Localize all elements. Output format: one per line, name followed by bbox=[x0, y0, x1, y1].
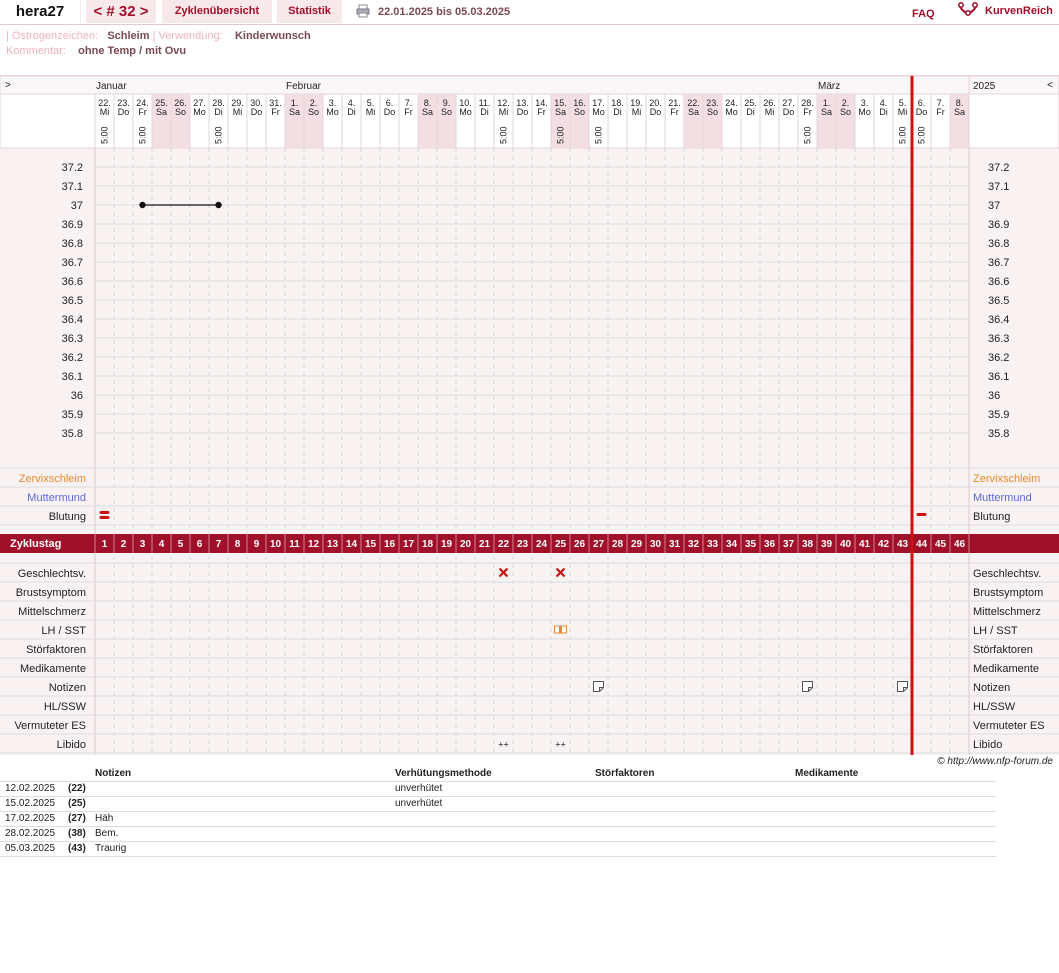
day-date-label: 7. bbox=[404, 98, 413, 108]
measure-time-label: 5:00 bbox=[897, 126, 908, 144]
libido-mark: ++ bbox=[555, 739, 566, 750]
note-icon bbox=[898, 682, 908, 692]
day-weekday-label: Sa bbox=[687, 107, 700, 117]
temp-tick-left: 36 bbox=[70, 390, 83, 402]
notes-text: Häh bbox=[95, 813, 114, 824]
cycle-day-number: 34 bbox=[725, 539, 738, 550]
day-date-label: 13. bbox=[516, 98, 529, 108]
notes-date: 05.03.2025 bbox=[5, 843, 56, 854]
day-weekday-label: Sa bbox=[421, 107, 434, 117]
day-weekday-label: So bbox=[839, 107, 852, 117]
day-date-label: 24. bbox=[725, 98, 738, 108]
cycle-day-number: 19 bbox=[440, 539, 453, 550]
temp-tick-right: 35.8 bbox=[988, 428, 1010, 440]
temp-tick-right: 36 bbox=[988, 390, 1001, 402]
day-date-label: 26. bbox=[763, 98, 776, 108]
day-date-label: 8. bbox=[423, 98, 432, 108]
cycle-day-number: 15 bbox=[364, 539, 377, 550]
day-weekday-label: Do bbox=[250, 107, 263, 117]
day-date-label: 24. bbox=[136, 98, 149, 108]
day-weekday-label: Di bbox=[214, 107, 223, 117]
day-date-label: 14. bbox=[535, 98, 548, 108]
symptom-label-right: Mittelschmerz bbox=[973, 606, 1041, 618]
day-weekday-label: Fr bbox=[271, 107, 280, 117]
cycle-day-number: 33 bbox=[706, 539, 719, 550]
day-weekday-label: So bbox=[174, 107, 187, 117]
symptom-label-left: LH / SST bbox=[41, 625, 86, 637]
day-weekday-label: Fr bbox=[670, 107, 679, 117]
notes-table-row bbox=[0, 811, 996, 827]
month-label: Februar bbox=[286, 81, 322, 92]
col-medication: Medikamente bbox=[795, 768, 859, 779]
measure-time-label: 5:00 bbox=[498, 126, 509, 144]
cycle-day-number: 5 bbox=[177, 539, 184, 550]
day-date-label: 26. bbox=[174, 98, 187, 108]
notes-date: 15.02.2025 bbox=[5, 798, 56, 809]
notes-date: 17.02.2025 bbox=[5, 813, 56, 824]
temp-tick-left: 37.1 bbox=[61, 181, 83, 193]
measure-time-label: 5:00 bbox=[99, 126, 110, 144]
row-label-left: Muttermund bbox=[27, 492, 86, 504]
day-weekday-label: Mo bbox=[592, 107, 605, 117]
notes-table-row bbox=[0, 841, 996, 857]
day-weekday-label: Do bbox=[915, 107, 928, 117]
day-date-label: 23. bbox=[117, 98, 130, 108]
notes-cycle-day: (25) bbox=[68, 798, 86, 809]
day-weekday-label: Di bbox=[347, 107, 356, 117]
symptom-label-right: Vermuteter ES bbox=[973, 720, 1045, 732]
day-date-label: 16. bbox=[573, 98, 586, 108]
day-date-label: 29. bbox=[231, 98, 244, 108]
cycle-day-number: 42 bbox=[877, 539, 890, 550]
cycle-day-number: 36 bbox=[763, 539, 776, 550]
day-date-label: 4. bbox=[347, 98, 356, 108]
cycle-day-number: 38 bbox=[801, 539, 814, 550]
day-date-label: 11. bbox=[478, 98, 491, 108]
day-weekday-label: Mi bbox=[764, 107, 775, 117]
symptom-label-left: Notizen bbox=[48, 682, 86, 694]
tab-statistics[interactable]: Statistik bbox=[277, 0, 342, 23]
temp-tick-right: 37.2 bbox=[988, 162, 1010, 174]
cycle-day-number: 32 bbox=[687, 539, 700, 550]
temp-tick-right: 36.1 bbox=[988, 371, 1010, 383]
day-date-label: 19. bbox=[630, 98, 643, 108]
cycle-day-number: 41 bbox=[858, 539, 871, 550]
comment-info bbox=[6, 44, 186, 58]
temp-tick-left: 36.5 bbox=[61, 295, 83, 307]
cycle-day-number: 22 bbox=[497, 539, 510, 550]
cycle-day-number: 45 bbox=[934, 539, 947, 550]
day-weekday-label: Sa bbox=[953, 107, 966, 117]
day-weekday-label: Mi bbox=[365, 107, 376, 117]
temperature-point bbox=[139, 202, 145, 208]
cycle-day-number: 46 bbox=[953, 539, 966, 550]
notes-method: unverhütet bbox=[395, 798, 443, 809]
day-weekday-label: Mi bbox=[99, 107, 110, 117]
cycle-day-number: 1 bbox=[101, 539, 108, 550]
cycle-day-number: 44 bbox=[915, 539, 928, 550]
notes-text: Traurig bbox=[95, 843, 127, 854]
day-date-label: 22. bbox=[98, 98, 111, 108]
day-weekday-label: So bbox=[307, 107, 320, 117]
temp-tick-left: 36.9 bbox=[61, 219, 83, 231]
row-label-right: Blutung bbox=[973, 511, 1011, 523]
day-date-label: 5. bbox=[898, 98, 907, 108]
notes-text: Bem. bbox=[95, 828, 119, 839]
symptom-label-right: Medikamente bbox=[973, 663, 1040, 675]
day-date-label: 28. bbox=[212, 98, 225, 108]
symptom-label-left: HL/SSW bbox=[43, 701, 86, 713]
row-label-right: Zervixschleim bbox=[973, 473, 1041, 485]
day-weekday-label: Fr bbox=[537, 107, 546, 117]
cycle-day-number: 11 bbox=[289, 539, 300, 550]
day-date-label: 20. bbox=[649, 98, 662, 108]
notes-cycle-day: (27) bbox=[68, 813, 86, 824]
day-weekday-label: So bbox=[440, 107, 453, 117]
notes-table-row bbox=[0, 796, 996, 812]
cycle-day-number: 31 bbox=[668, 539, 681, 550]
measure-time-label: 5:00 bbox=[916, 126, 927, 144]
brand-name[interactable]: KurvenReich bbox=[985, 5, 1053, 17]
symptom-label-right: Brustsymptom bbox=[973, 587, 1044, 599]
kurvenreich-logo-icon[interactable] bbox=[957, 1, 979, 21]
day-weekday-label: Mo bbox=[326, 107, 339, 117]
day-weekday-label: Sa bbox=[820, 107, 833, 117]
temp-tick-right: 37 bbox=[988, 200, 1001, 212]
temp-tick-left: 36.2 bbox=[61, 352, 83, 364]
cycle-day-number: 14 bbox=[345, 539, 358, 550]
day-date-label: 21. bbox=[668, 98, 681, 108]
day-date-label: 1. bbox=[290, 98, 299, 108]
temperature-point bbox=[215, 202, 221, 208]
day-weekday-label: Di bbox=[746, 107, 755, 117]
notes-table-header bbox=[0, 766, 996, 782]
temp-tick-left: 36.4 bbox=[61, 314, 83, 326]
cycle-day-number: 29 bbox=[630, 539, 643, 550]
comment-value: ohne Temp / mit Ovu bbox=[78, 45, 187, 57]
cycle-day-number: 3 bbox=[139, 539, 146, 550]
temp-tick-left: 36.7 bbox=[61, 257, 83, 269]
day-weekday-label: Mi bbox=[897, 107, 908, 117]
note-icon bbox=[803, 682, 813, 692]
comment-label: Kommentar: bbox=[6, 45, 66, 57]
measure-time-label: 5:00 bbox=[555, 126, 566, 144]
row-label-left: Blutung bbox=[48, 511, 86, 523]
day-weekday-label: So bbox=[573, 107, 586, 117]
day-weekday-label: Do bbox=[649, 107, 662, 117]
day-weekday-label: Mi bbox=[631, 107, 642, 117]
notes-cycle-day: (22) bbox=[68, 783, 86, 794]
cycle-day-number: 24 bbox=[535, 539, 548, 550]
day-weekday-label: Do bbox=[117, 107, 130, 117]
notes-method: unverhütet bbox=[395, 783, 443, 794]
day-weekday-label: Do bbox=[516, 107, 529, 117]
day-date-label: 1. bbox=[822, 98, 831, 108]
lh-test-line-icon bbox=[559, 626, 562, 633]
libido-mark: ++ bbox=[498, 739, 509, 750]
cycle-navigation[interactable]: < # 32 > bbox=[86, 0, 156, 23]
day-weekday-label: Fr bbox=[404, 107, 413, 117]
day-date-label: 22. bbox=[687, 98, 700, 108]
day-weekday-label: So bbox=[706, 107, 719, 117]
symptom-label-left: Vermuteter ES bbox=[14, 720, 86, 732]
day-date-label: 23. bbox=[706, 98, 719, 108]
cycle-day-number: 35 bbox=[744, 539, 757, 550]
cycle-day-number: 23 bbox=[516, 539, 529, 550]
year-label: 2025 bbox=[973, 81, 996, 92]
symptom-label-right: Notizen bbox=[973, 682, 1011, 694]
symptom-label-right: LH / SST bbox=[973, 625, 1018, 637]
symptom-label-right: HL/SSW bbox=[973, 701, 1016, 713]
day-date-label: 15. bbox=[554, 98, 567, 108]
temp-tick-left: 37.2 bbox=[61, 162, 83, 174]
day-date-label: 17. bbox=[592, 98, 605, 108]
col-notes: Notizen bbox=[95, 768, 132, 779]
day-date-label: 5. bbox=[366, 98, 375, 108]
cycle-day-label: Zyklustag bbox=[10, 538, 62, 550]
day-weekday-label: Mo bbox=[858, 107, 871, 117]
day-date-label: 6. bbox=[917, 98, 926, 108]
day-weekday-label: Mo bbox=[459, 107, 472, 117]
day-weekday-label: Fr bbox=[138, 107, 147, 117]
cycle-chart bbox=[0, 75, 1059, 755]
day-date-label: 25. bbox=[744, 98, 757, 108]
cycle-day-number: 4 bbox=[158, 539, 165, 550]
notes-date: 28.02.2025 bbox=[5, 828, 56, 839]
cycle-day-number: 25 bbox=[554, 539, 567, 550]
month-label: Januar bbox=[96, 81, 127, 92]
day-date-label: 3. bbox=[328, 98, 337, 108]
temp-tick-right: 36.7 bbox=[988, 257, 1010, 269]
cycle-day-number: 18 bbox=[421, 539, 434, 550]
temp-tick-left: 36.8 bbox=[61, 238, 83, 250]
temp-tick-right: 36.8 bbox=[988, 238, 1010, 250]
measure-time-label: 5:00 bbox=[137, 126, 148, 144]
col-method: Verhütungsmethode bbox=[395, 768, 492, 779]
date-range: 22.01.2025 bis 05.03.2025 bbox=[378, 6, 511, 18]
intercourse-x-icon bbox=[557, 569, 565, 577]
cycle-day-number: 10 bbox=[269, 539, 282, 550]
symptom-label-left: Störfaktoren bbox=[26, 644, 86, 656]
day-weekday-label: Di bbox=[613, 107, 622, 117]
day-weekday-label: Do bbox=[383, 107, 396, 117]
cycle-day-number: 16 bbox=[383, 539, 396, 550]
symptom-label-right: Geschlechtsv. bbox=[973, 568, 1042, 580]
day-date-label: 8. bbox=[955, 98, 964, 108]
temp-tick-left: 36.1 bbox=[61, 371, 83, 383]
symptom-label-right: Störfaktoren bbox=[973, 644, 1033, 656]
cycle-day-number: 17 bbox=[402, 539, 415, 550]
day-weekday-label: Di bbox=[480, 107, 489, 117]
day-weekday-label: Fr bbox=[803, 107, 812, 117]
row-label-right: Muttermund bbox=[973, 492, 1032, 504]
temp-tick-right: 36.9 bbox=[988, 219, 1010, 231]
day-weekday-label: Sa bbox=[155, 107, 168, 117]
copyright: © http://www.nfp-forum.de bbox=[937, 756, 1053, 767]
day-date-label: 18. bbox=[611, 98, 624, 108]
notes-date: 12.02.2025 bbox=[5, 783, 56, 794]
day-weekday-label: Sa bbox=[288, 107, 301, 117]
day-date-label: 10. bbox=[459, 98, 472, 108]
oestrogen-info: | Östrogenzeichen: Schleim | Verwendung: Kinderwunsch bbox=[6, 30, 311, 42]
day-date-label: 9. bbox=[442, 98, 451, 108]
cycle-day-number: 13 bbox=[326, 539, 339, 550]
temp-tick-left: 36.3 bbox=[61, 333, 83, 345]
nav-prev-arrow: > bbox=[5, 80, 11, 91]
day-date-label: 7. bbox=[936, 98, 945, 108]
cycle-day-number: 39 bbox=[820, 539, 833, 550]
cycle-day-number: 6 bbox=[196, 539, 203, 550]
temp-tick-right: 36.3 bbox=[988, 333, 1010, 345]
temp-tick-right: 36.2 bbox=[988, 352, 1010, 364]
day-weekday-label: Sa bbox=[554, 107, 567, 117]
symptom-label-left: Mittelschmerz bbox=[18, 606, 86, 618]
notes-table-row bbox=[0, 781, 996, 797]
month-row bbox=[0, 76, 1059, 94]
day-date-label: 25. bbox=[155, 98, 168, 108]
usage-label: Verwendung: bbox=[158, 30, 223, 42]
temp-tick-left: 37 bbox=[70, 200, 83, 212]
day-date-label: 28. bbox=[801, 98, 814, 108]
notes-table-row bbox=[0, 826, 996, 842]
day-date-label: 27. bbox=[193, 98, 206, 108]
cycle-day-number: 7 bbox=[215, 539, 222, 550]
measure-time-label: 5:00 bbox=[593, 126, 604, 144]
row-label-left: Zervixschleim bbox=[18, 473, 86, 485]
day-date-label: 31. bbox=[269, 98, 282, 108]
symptom-label-left: Medikamente bbox=[19, 663, 86, 675]
cycle-day-number: 21 bbox=[478, 539, 491, 550]
cycle-day-number: 20 bbox=[459, 539, 472, 550]
col-factors: Störfaktoren bbox=[595, 768, 655, 779]
measure-time-label: 5:00 bbox=[802, 126, 813, 144]
month-label: März bbox=[818, 81, 841, 92]
top-bar bbox=[0, 0, 1059, 25]
day-date-label: 3. bbox=[860, 98, 869, 108]
usage-value: Kinderwunsch bbox=[234, 30, 311, 42]
bleeding-marker bbox=[917, 513, 927, 516]
day-date-label: 30. bbox=[250, 98, 263, 108]
temp-tick-right: 36.5 bbox=[988, 295, 1010, 307]
day-date-label: 2. bbox=[309, 98, 318, 108]
temp-tick-right: 36.4 bbox=[988, 314, 1010, 326]
day-weekday-label: Do bbox=[782, 107, 795, 117]
cycle-day-number: 28 bbox=[611, 539, 624, 550]
day-date-label: 12. bbox=[497, 98, 510, 108]
cycle-day-number: 43 bbox=[896, 539, 909, 550]
day-weekday-label: Mi bbox=[232, 107, 243, 117]
cycle-day-number: 12 bbox=[307, 539, 320, 550]
cycle-day-number: 27 bbox=[592, 539, 605, 550]
day-date-label: 27. bbox=[782, 98, 795, 108]
day-weekday-label: Mo bbox=[725, 107, 738, 117]
day-weekday-label: Fr bbox=[936, 107, 945, 117]
cycle-day-number: 8 bbox=[234, 539, 241, 550]
symptom-label-left: Libido bbox=[56, 739, 86, 751]
day-date-label: 2. bbox=[841, 98, 850, 108]
cycle-day-number: 40 bbox=[839, 539, 852, 550]
intercourse-x-icon bbox=[500, 569, 508, 577]
tab-cycle-overview[interactable]: Zyklenübersicht bbox=[162, 0, 272, 23]
cycle-day-number: 37 bbox=[782, 539, 795, 550]
temp-tick-left: 35.8 bbox=[61, 428, 83, 440]
cycle-day-number: 9 bbox=[253, 539, 260, 550]
symptom-label-left: Brustsymptom bbox=[15, 587, 86, 599]
cycle-day-number: 30 bbox=[649, 539, 662, 550]
oestrogen-label: Östrogenzeichen: bbox=[11, 30, 99, 42]
day-weekday-label: Di bbox=[879, 107, 888, 117]
temp-tick-right: 37.1 bbox=[988, 181, 1010, 193]
measure-time-label: 5:00 bbox=[213, 126, 224, 144]
printer-icon[interactable] bbox=[356, 4, 370, 18]
oestrogen-value: Schleim bbox=[107, 30, 150, 42]
symptom-label-left: Geschlechtsv. bbox=[17, 568, 86, 580]
temp-tick-left: 36.6 bbox=[61, 276, 83, 288]
bleeding-marker bbox=[100, 511, 110, 514]
notes-cycle-day: (43) bbox=[68, 843, 86, 854]
day-weekday-label: Mi bbox=[498, 107, 509, 117]
symptom-label-right: Libido bbox=[973, 739, 1003, 751]
day-weekday-label: Mo bbox=[193, 107, 206, 117]
bleeding-marker bbox=[100, 516, 110, 519]
day-date-label: 4. bbox=[879, 98, 888, 108]
cycle-day-number: 26 bbox=[573, 539, 586, 550]
username-label: hera27 bbox=[0, 0, 81, 23]
day-date-label: 6. bbox=[385, 98, 394, 108]
notes-cycle-day: (38) bbox=[68, 828, 86, 839]
note-icon bbox=[594, 682, 604, 692]
temp-tick-right: 35.9 bbox=[988, 409, 1010, 421]
faq-link[interactable]: FAQ bbox=[912, 8, 935, 20]
temp-tick-left: 35.9 bbox=[61, 409, 83, 421]
temp-tick-right: 36.6 bbox=[988, 276, 1010, 288]
cycle-day-number: 2 bbox=[120, 539, 127, 550]
nav-next-arrow: < bbox=[1047, 80, 1053, 91]
